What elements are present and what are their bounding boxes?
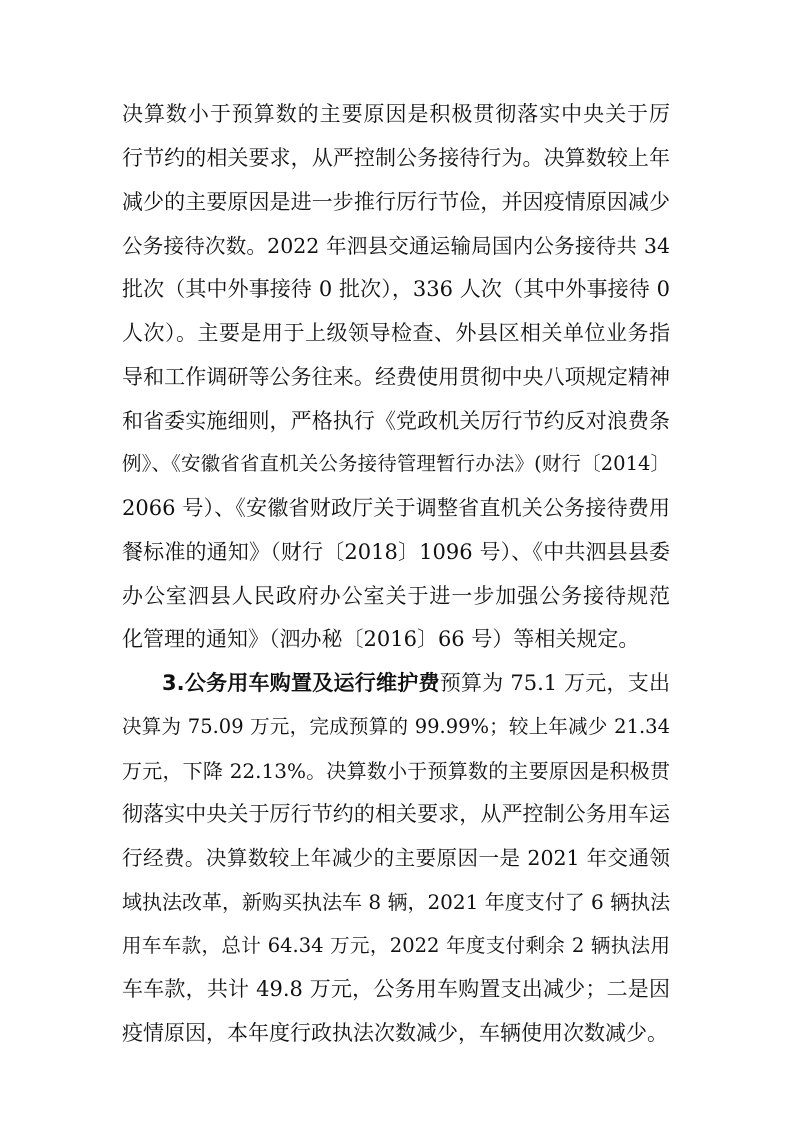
text-line: 和省委实施细则，严格执行《党政机关厉行节约反对浪费条 — [122, 409, 670, 433]
text-line: 决算为 75.09 万元，完成预算的 99.99%；较上年减少 21.34 — [122, 715, 670, 738]
text-line: 行经费。决算数较上年减少的主要原因一是 2021 年交通领 — [122, 846, 670, 870]
text-line: 化管理的通知》（泗办秘〔2016〕66 号）等相关规定。 — [122, 627, 640, 651]
text-line: 决算数小于预算数的主要原因是积极贯彻落实中央关于厉 — [122, 102, 670, 126]
text-line: 用车车款，总计 64.34 万元，2022 年度支付剩余 2 辆执法用 — [122, 934, 670, 957]
text-line: 例》、《安徽省省直机关公务接待管理暂行办法》(财行〔2014〕 — [122, 452, 670, 475]
text-line: 域执法改革，新购买执法车 8 辆，2021 年度支付了 6 辆执法 — [122, 890, 671, 914]
text-line: 车车款，共计 49.8 万元，公务用车购置支出减少；二是因 — [122, 977, 670, 1001]
section-heading-rest: 预算为 75.1 万元，支出 — [439, 671, 670, 695]
text-line: 减少的主要原因是进一步推行厉行节俭，并因疫情原因减少 — [122, 190, 670, 214]
text-line: 公务接待次数。2022 年泗县交通运输局国内公务接待共 34 — [122, 234, 670, 258]
text-line: 导和工作调研等公务往来。经费使用贯彻中央八项规定精神 — [122, 365, 670, 389]
section-first-line — [162, 667, 670, 699]
text-line: 2066 号）、《安徽省财政厅关于调整省直机关公务接待费用 — [122, 496, 670, 520]
text-line: 人次）。主要是用于上级领导检查、外县区相关单位业务指 — [122, 321, 670, 345]
text-line: 彻落实中央关于厉行节约的相关要求，从严控制公务用车运 — [122, 802, 670, 826]
section-heading: 3.公务用车购置及运行维护费 — [162, 671, 440, 695]
text-line: 批次（其中外事接待 0 批次），336 人次（其中外事接待 0 — [122, 277, 670, 301]
text-line: 行节约的相关要求，从严控制公务接待行为。决算数较上年 — [122, 146, 670, 170]
text-line: 餐标准的通知》（财行〔2018〕1096 号）、《中共泗县县委 — [122, 540, 670, 564]
text-line: 办公室泗县人民政府办公室关于进一步加强公务接待规范 — [122, 584, 670, 608]
text-line: 万元，下降 22.13%。决算数小于预算数的主要原因是积极贯 — [122, 759, 670, 783]
text-line: 疫情原因，本年度行政执法次数减少，车辆使用次数减少。 — [122, 1021, 668, 1045]
